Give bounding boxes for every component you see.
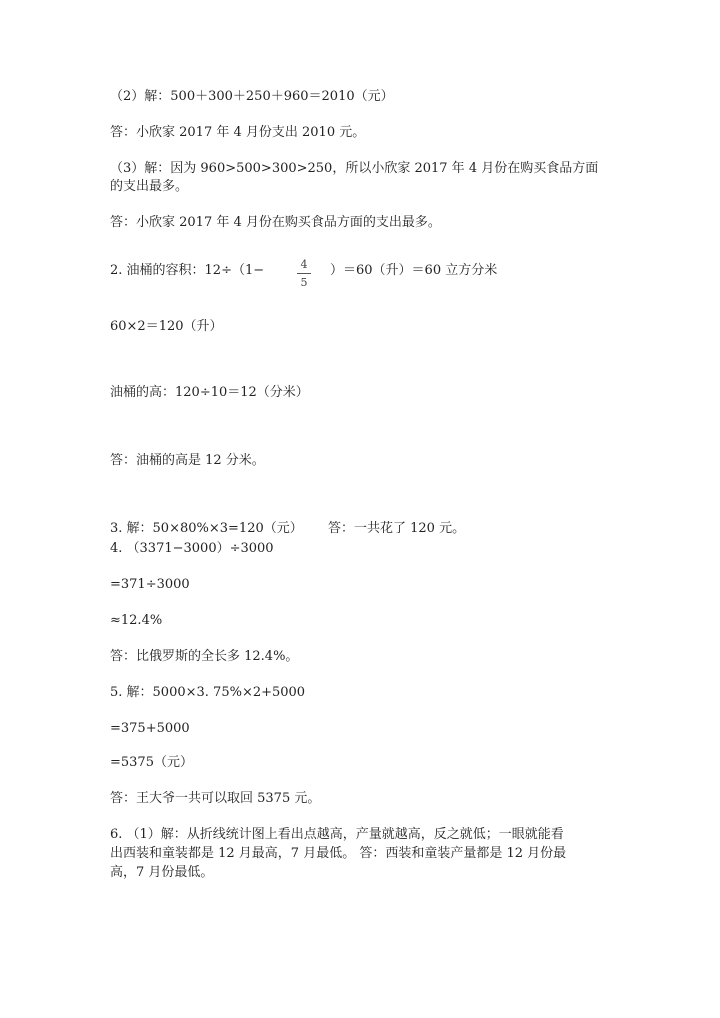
q2-calc: 60×2＝120（升） (110, 319, 223, 334)
fraction-numerator: 4 (300, 258, 308, 271)
q6-line1: 6. （1）解：从折线统计图上看出点越高，产量就越高，反之就低；一眼就能看 (110, 827, 564, 842)
q4-line2: =371÷3000 (110, 577, 190, 592)
q2-volume-left: 2. 油桶的容积：12÷（1− (110, 263, 265, 278)
q3-solution: 3. 解：50×80%×3=120（元） (110, 521, 303, 536)
q4-line3: ≈12.4% (110, 613, 163, 628)
q2-answer: 答：油桶的高是 12 分米。 (110, 453, 265, 468)
fraction-denominator: 5 (300, 276, 308, 289)
q5-answer: 答：王大爷一共可以取回 5375 元。 (110, 791, 321, 806)
q2-height: 油桶的高：120÷10＝12（分米） (110, 385, 309, 400)
q4-line1: 4. （3371−3000）÷3000 (110, 541, 274, 556)
q3-answer: 答：一共花了 120 元。 (328, 521, 466, 536)
answer-3: 答：小欣家 2017 年 4 月份在购买食品方面的支出最多。 (110, 215, 441, 230)
q4-answer: 答：比俄罗斯的全长多 12.4%。 (110, 649, 299, 664)
fraction-bar (297, 273, 311, 274)
q2-volume-right: ）＝60（升）＝60 立方分米 (330, 263, 498, 278)
q5-line1: 5. 解：5000×3. 75%×2+5000 (110, 685, 306, 700)
fraction-four-fifths (296, 258, 312, 289)
answer-2: 答：小欣家 2017 年 4 月份支出 2010 元。 (110, 125, 366, 140)
solution-3-line2: 的支出最多。 (110, 179, 189, 194)
q5-line2: =375+5000 (110, 721, 190, 736)
q6-line2: 出西装和童装都是 12 月最高，7 月最低。 答：西装和童装产量都是 12 月份最 (110, 846, 567, 861)
solution-2: （2）解：500＋300＋250＋960＝2010（元） (110, 89, 394, 104)
q5-line3: =5375（元） (110, 755, 193, 770)
q6-line3: 高，7 月份最低。 (110, 865, 214, 880)
solution-3-line1: （3）解：因为 960>500>300>250，所以小欣家 2017 年 4 月份在购买食品方面 (110, 161, 599, 176)
